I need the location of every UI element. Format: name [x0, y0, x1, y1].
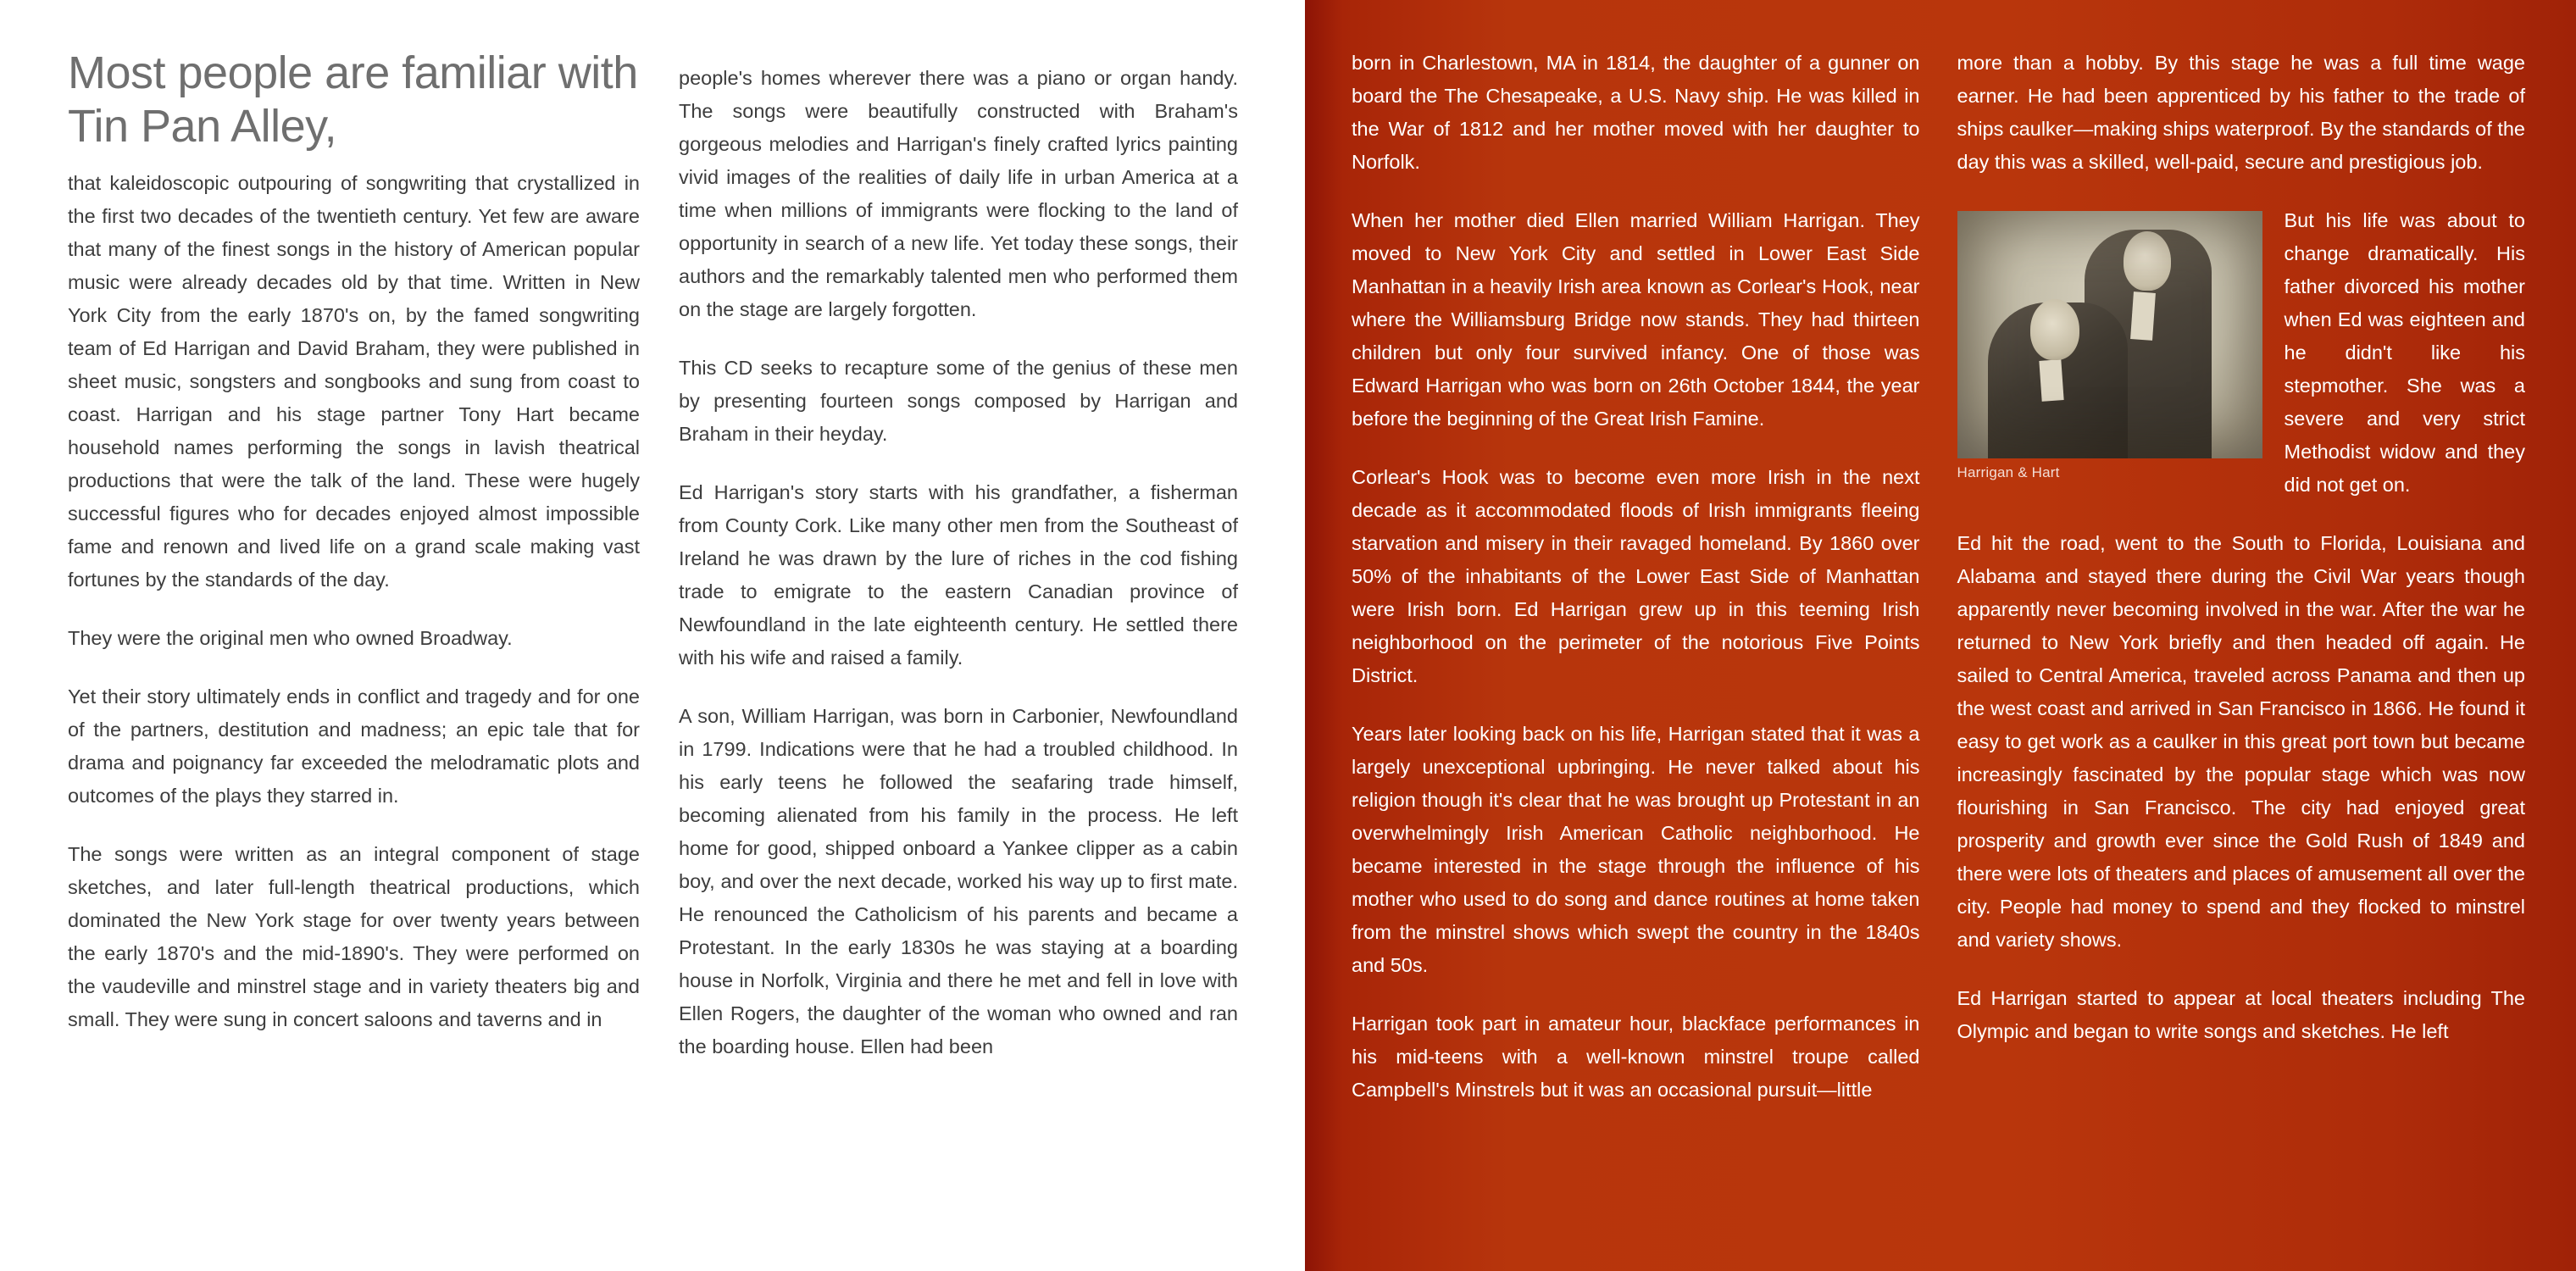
- paragraph: Yet their story ultimately ends in conflict and tragedy and for one of the partners, destitution and madness; an epic tale that for drama and poignancy far exceeded the melodramatic plots and outcomes of the plays they starred in.: [68, 685, 640, 808]
- paragraph: A son, William Harrigan, was born in Carbonier, Newfoundland in 1799. Indications were that he had a troubled childhood. In his early teens he followed the seafaring trade himself, becoming alienated from his family in the process. He left home for good, shipped onboard a Yankee clipper as a cabin boy, and over the next decade, worked his way up to first mate. He renounced the Catholicism of his parents and became a Protestant. In the early 1830s he was staying at a boarding house in Norfolk, Virginia and there he met and fell in love with Ellen Rogers, the daughter of the woman who owned and ran the boarding house. Ellen had been: [679, 705, 1238, 1057]
- paragraph: Harrigan took part in amateur hour, blackface performances in his mid-teens with a well-known minstrel troupe called Campbell's Minstrels but it was an occasional pursuit—little: [1352, 1013, 1920, 1101]
- harrigan-and-hart-photo: [1957, 211, 2262, 458]
- photo-figure: [1957, 211, 2262, 481]
- right-column-1: [1352, 47, 1920, 1271]
- paragraph: This CD seeks to recapture some of the genius of these men by presenting fourteen songs composed by Harrigan and Braham in their heyday.: [679, 357, 1238, 445]
- left-column-2: [679, 47, 1238, 1271]
- left-column-1: [68, 47, 640, 1271]
- paragraph: that kaleidoscopic outpouring of songwriting that crystallized in the first two decades of the twentieth century. Yet few are aware that many of the finest songs in the history of American popular music were already decades old by that time. Written in New York City from the early 1870's on, by the famed songwriting team of Ed Harrigan and David Braham, they were published in sheet music, songsters and songbooks and sung from coast to coast. Harrigan and his stage partner Tony Hart became household names performing the songs in lavish theatrical productions that were the talk of the land. These were hugely successful figures who for decades enjoyed almost impossible fame and renown and lived life on a grand scale making vast fortunes by the standards of the day.: [68, 172, 640, 591]
- paragraph: Corlear's Hook was to become even more Irish in the next decade as it accommodated floods of Irish immigrants fleeing starvation and misery in their ravaged homeland. By 1860 over 50% of the inhabitants of the Lower East Side of Manhattan were Irish born. Ed Harrigan grew up in this teeming Irish neighborhood on the perimeter of the notorious Five Points District.: [1352, 466, 1920, 686]
- paragraph: Ed hit the road, went to the South to Florida, Louisiana and Alabama and stayed there during the Civil War years though apparently never becoming involved in the war. After the war he returned to New York briefly and then headed off again. He sailed to Central America, traveled across Panama and then up the west coast and arrived in San Francisco in 1866. He found it easy to get work as a caulker in this great port town but became increasingly fascinated by the popular stage which was now flourishing in San Francisco. The city had enjoyed great prosperity and growth ever since the Gold Rush of 1849 and there were lots of theaters and places of amusement all over the city. People had money to spend and they flocked to minstrel and variety shows.: [1957, 532, 2525, 951]
- paragraph: people's homes wherever there was a piano or organ handy. The songs were beautifully constructed with Braham's gorgeous melodies and Harrigan's finely crafted lyrics painting vivid images of the realities of daily life in urban America at a time when millions of immigrants were flocking to the land of opportunity in search of a new life. Yet today these songs, their authors and the remarkably talented men who performed them on the stage are largely forgotten.: [679, 67, 1238, 320]
- photo-caption: Harrigan & Hart: [1957, 464, 2060, 480]
- paragraph: Ed Harrigan's story starts with his grandfather, a fisherman from County Cork. Like many other men from the Southeast of Ireland he was drawn by the lure of riches in the cod fishing trade to emigrate to the eastern Canadian province of Newfoundland in the late eighteenth century. He settled there with his wife and raised a family.: [679, 481, 1238, 669]
- paragraph: They were the original men who owned Broadway.: [68, 627, 513, 650]
- photo-vignette: [1957, 211, 2262, 458]
- paragraph: When her mother died Ellen married William Harrigan. They moved to New York City and settled in Lower East Side Manhattan in a heavily Irish area known as Corlear's Hook, near where the Williamsburg Bridge now stands. They had thirteen children but only four survived infancy. One of those was Edward Harrigan who was born on 26th October 1844, the year before the beginning of the Great Irish Famine.: [1352, 209, 1920, 430]
- right-page: [1305, 0, 2576, 1271]
- paragraph: Years later looking back on his life, Harrigan stated that it was a largely unexceptional upbringing. He never talked about his religion though it's clear that he was brought up Protestant in an overwhelmingly Irish American Catholic neighborhood. He became interested in the stage through the influence of his mother who used to do song and dance routines at home taken from the minstrel shows which swept the country in the 1840s and 50s.: [1352, 723, 1920, 976]
- paragraph: But his life was about to change dramatically. His father divorced his mother when Ed was eighteen and he didn't like his stepmother. She was a severe and very strict Methodist widow and they did not get on.: [2284, 209, 2525, 496]
- page-title: Most people are familiar with Tin Pan Alley,: [68, 47, 638, 153]
- paragraph: born in Charlestown, MA in 1814, the daughter of a gunner on board the The Chesapeake, a U.S. Navy ship. He was killed in the War of 1812 and her mother moved with her daughter to Norfolk.: [1352, 52, 1920, 173]
- paragraph: Ed Harrigan started to appear at local theaters including The Olympic and began to write songs and sketches. He left: [1957, 987, 2525, 1042]
- paragraph: The songs were written as an integral component of stage sketches, and later full-length theatrical productions, which dominated the New York stage for over twenty years between the early 1870's and the mid-1890's. They were performed on the vaudeville and minstrel stage and in variety theaters big and small. They were sung in concert saloons and taverns and in: [68, 843, 640, 1031]
- right-column-2: [1957, 47, 2526, 1271]
- paragraph: more than a hobby. By this stage he was a full time wage earner. He had been apprenticed by his father to the trade of ships caulker—making ships waterproof. By the standards of the day this was a skilled, well-paid, secure and prestigious job.: [1957, 52, 2525, 173]
